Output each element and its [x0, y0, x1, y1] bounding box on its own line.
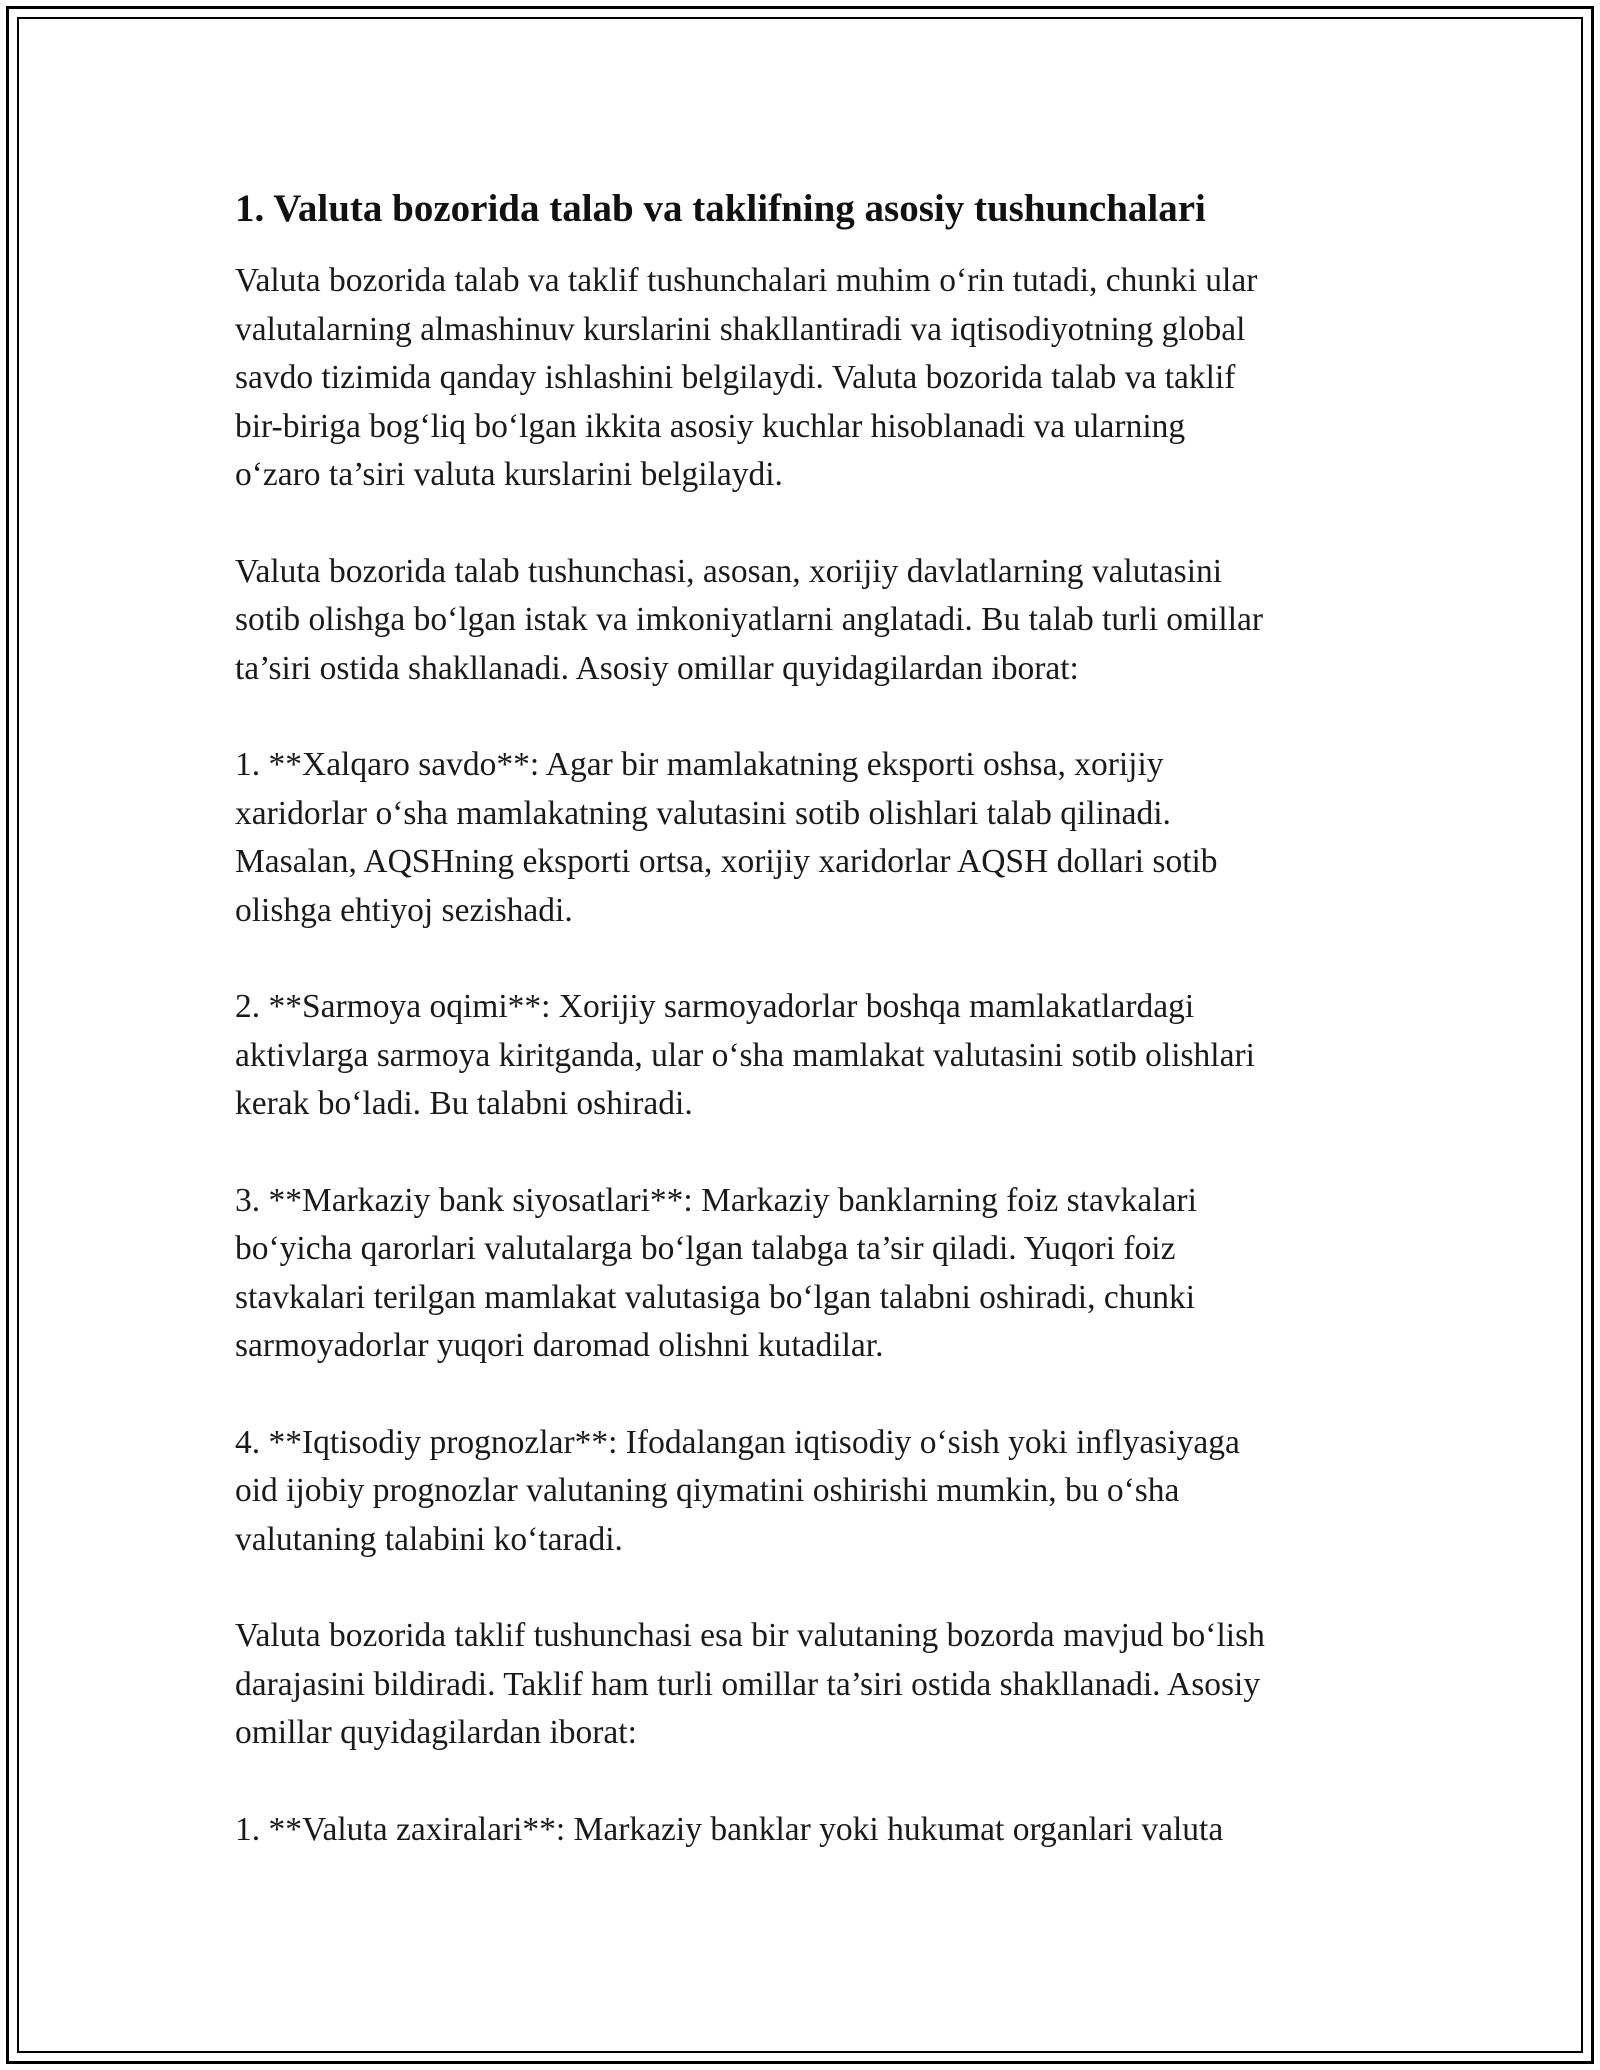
demand-factor-investment: 2. **Sarmoya oqimi**: Xorijiy sarmoyadorlar boshqa mamlakatlardagi aktivlarga sarmoya kiritganda, ular o‘sha mamlakat valutasini sotib olishlari kerak bo‘ladi. Bu talabni oshiradi.	[235, 988, 1255, 1122]
supply-factor-reserves: 1. **Valuta zaxiralari**: Markaziy banklar yoki hukumat organlari valuta	[235, 1810, 1224, 1848]
demand-factor-central-bank: 3. **Markaziy bank siyosatlari**: Markaziy banklarning foiz stavkalari bo‘yicha qarorlari valutalarga bo‘lgan talabga ta’sir qiladi. Yuqori foiz stavkalari terilgan mamlakat valutasiga bo‘lgan talabni oshiradi, chunki sarmoyadorlar yuqori daromad olishni kutadilar.	[235, 1181, 1197, 1364]
supply-paragraph: Valuta bozorida taklif tushunchasi esa bir valutaning bozorda mavjud bo‘lish darajasini bildiradi. Taklif ham turli omillar ta’siri ostida shakllanadi. Asosiy omillar quyidagilardan iborat:	[235, 1617, 1265, 1751]
demand-paragraph: Valuta bozorida talab tushunchasi, asosan, xorijiy davlatlarning valutasini sotib olishga bo‘lgan istak va imkoniyatlarni anglatadi. Bu talab turli omillar ta’siri ostida shakllanadi. Asosiy omillar quyidagilardan iborat:	[235, 552, 1264, 687]
document-page	[235, 185, 1395, 1854]
demand-factor-forecasts: 4. **Iqtisodiy prognozlar**: Ifodalangan iqtisodiy o‘sish yoki inflyasiyaga oid ijobiy prognozlar valutaning qiymatini oshirishi mumkin, bu o‘sha valutaning talabini ko‘taradi.	[235, 1423, 1240, 1558]
demand-factor-trade: 1. **Xalqaro savdo**: Agar bir mamlakatning eksporti oshsa, xorijiy xaridorlar o‘sha mamlakatning valutasini sotib olishlari talab qilinadi. Masalan, AQSHning eksporti ortsa, xorijiy xaridorlar AQSH dollari sotib olishga ehtiyoj sezishadi.	[235, 746, 1218, 929]
section-heading: 1. Valuta bozorida talab va taklifning asosiy tushunchalari	[235, 187, 1206, 230]
intro-paragraph: Valuta bozorida talab va taklif tushunchalari muhim o‘rin tutadi, chunki ular valutalarning almashinuv kurslarini shakllantiradi va iqtisodiyotning global savdo tizimida qanday ishlashini belgilaydi. Valuta bozorida talab va taklif bir-biriga bog‘liq bo‘lgan ikkita asosiy kuchlar hisoblanadi va ularning o‘zaro ta’siri valuta kurslarini belgilaydi.	[235, 262, 1258, 493]
